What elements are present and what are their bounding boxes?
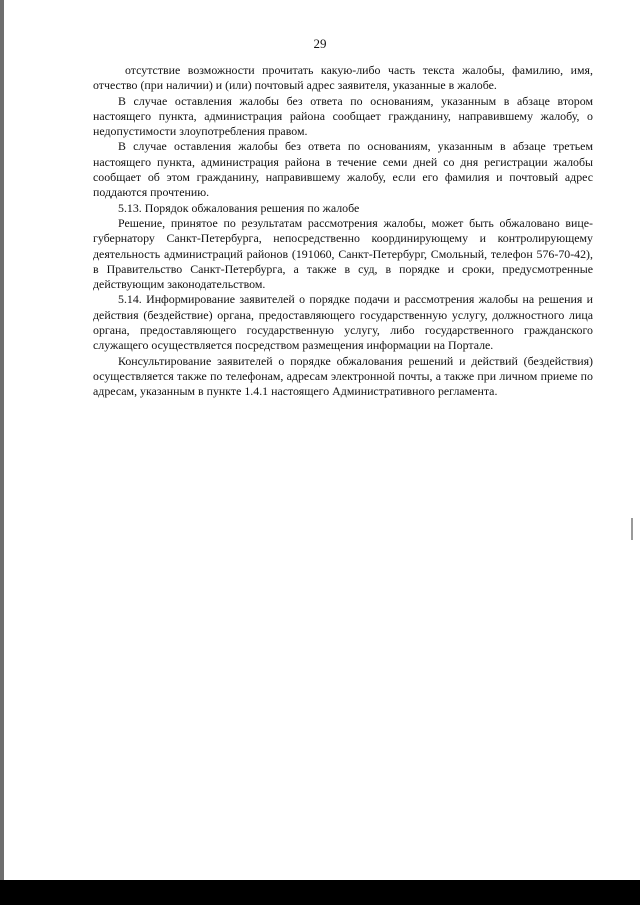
paragraph-unreadable-complaint: В случае оставления жалобы без ответа по основаниям, указанным в абзаце третьем настоящего пункта, администрация района в течение семи дней со дня регистрации жалобы сообщает об этом гражданину, направившему жалобу, если его фамилия и почтовый адрес поддаются прочтению. (93, 139, 593, 200)
section-5-13-heading: 5.13. Порядок обжалования решения по жалобе (118, 200, 360, 215)
paragraph-abuse-of-right: В случае оставления жалобы без ответа по основаниям, указанным в абзаце втором настоящего пункта, администрация района сообщает гражданину, направившему жалобу, о недопустимости злоупотребления правом. (93, 93, 593, 139)
paragraph-appeal-decision: Решение, принятое по результатам рассмотрения жалобы, может быть обжаловано вице-губернатору Санкт-Петербурга, непосредственно координирующему и контролирующему деятельность администраций районов (191060, Санкт-Петербург, Смольный, телефон 576-70-42), в Правительство Санкт-Петербурга, а также в суд, в порядке и сроки, предусмотренные действующим законодательством. (93, 215, 593, 292)
scan-bottom-bar (0, 880, 640, 905)
page-number: 29 (313, 36, 327, 51)
paragraph-missing-text: отсутствие возможности прочитать какую-либо часть текста жалобы, фамилию, имя, отчество (при наличии) и (или) почтовый адрес заявителя, указанные в жалобе. (93, 63, 593, 93)
scan-left-edge (0, 0, 4, 880)
section-5-14-paragraph: 5.14. Информирование заявителей о порядке подачи и рассмотрения жалобы на решения и действия (бездействие) органа, предоставляющего государственную услугу, должностного лица органа, предоставляющего государственную услугу, либо государственного гражданского служащего осуществляется посредством размещения информации на Портале. (93, 292, 593, 353)
document-body (93, 63, 593, 400)
scan-mark (631, 518, 633, 540)
paragraph-consultation: Консультирование заявителей о порядке обжалования решений и действий (бездействия) осуществляется также по телефонам, адресам электронной почты, а также при личном приеме по адресам, указанным в пункте 1.4.1 настоящего Административного регламента. (93, 353, 593, 399)
